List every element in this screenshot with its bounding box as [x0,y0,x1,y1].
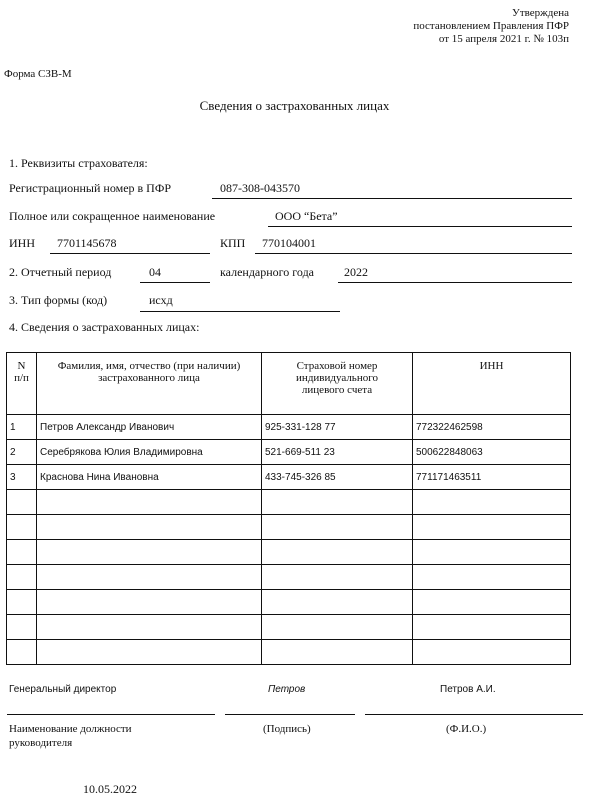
director-signature-value: Петров [268,684,306,695]
header-snils [262,353,413,415]
position-caption [9,722,132,750]
cell-fio [37,590,262,615]
document-title: Сведения о застрахованных лицах [199,98,390,113]
header-snils-line1: Страховой номер [296,360,378,372]
table-row [7,590,571,615]
reg-number-value: 087-308-043570 [220,181,300,195]
form-type-value: исхд [149,293,173,307]
cell-fio [37,615,262,640]
cell-number [7,490,37,515]
year-value: 2022 [344,265,368,279]
section4-heading: 4. Сведения о застрахованных лицах: [9,320,200,334]
header-number [7,353,37,415]
cell-snils [262,590,413,615]
table-row [7,540,571,565]
kpp-underline [255,253,572,254]
cell-fio [37,515,262,540]
cell-inn [413,615,571,640]
cell-fio: Краснова Нина Ивановна [37,465,262,490]
inn-label: ИНН [9,236,35,250]
position-caption-line2: руководителя [9,737,73,749]
header-inn: ИНН [413,353,571,415]
cell-fio: Петров Александр Иванович [37,415,262,440]
cell-fio [37,490,262,515]
cell-snils [262,490,413,515]
header-number-line2: п/п [14,372,29,384]
cell-inn: 771171463511 [413,465,571,490]
cell-fio: Серебрякова Юлия Владимировна [37,440,262,465]
year-underline [338,282,572,283]
period-label: 2. Отчетный период [9,265,112,279]
org-name-underline [268,226,572,227]
cell-number [7,565,37,590]
form-type-underline [140,311,340,312]
table-row [7,440,571,465]
header-snils-line3: лицевого счета [301,384,373,396]
cell-snils: 433-745-326 85 [262,465,413,490]
fio-underline [365,714,583,715]
header-fio: Фамилия, имя, отчество (при наличии) застрахованного лица [37,353,262,415]
header-number-line1: N [17,360,26,372]
period-underline [140,282,210,283]
cell-inn [413,640,571,665]
cell-fio [37,565,262,590]
inn-underline [50,253,210,254]
kpp-value: 770104001 [262,236,316,250]
header-snils-line2: индивидуального [296,372,378,384]
table-row [7,490,571,515]
cell-snils: 925-331-128 77 [262,415,413,440]
cell-number: 3 [7,465,37,490]
year-label: календарного года [220,265,315,279]
signature-caption: (Подпись) [263,723,311,735]
cell-snils [262,515,413,540]
table-row [7,515,571,540]
kpp-label: КПП [220,236,246,250]
approval-line-2: постановлением Правления ПФР [413,20,569,32]
cell-number: 2 [7,440,37,465]
insured-persons-table [6,352,571,665]
director-position-value: Генеральный директор [9,684,117,695]
cell-inn: 772322462598 [413,415,571,440]
table-row [7,615,571,640]
signature-underline [225,714,355,715]
table-header-row [7,353,571,415]
cell-snils [262,615,413,640]
form-name: Форма СЗВ-М [4,68,72,80]
cell-snils: 521-669-511 23 [262,440,413,465]
section1-heading: 1. Реквизиты страхователя: [9,156,148,170]
cell-inn: 500622848063 [413,440,571,465]
cell-inn [413,540,571,565]
cell-fio [37,540,262,565]
reg-number-underline [212,198,572,199]
document-date: 10.05.2022 [83,782,137,796]
table-row [7,640,571,665]
position-caption-line1: Наименование должности [9,723,132,735]
org-name-label: Полное или сокращенное наименование [9,209,216,223]
table-row [7,465,571,490]
director-fio-value: Петров А.И. [440,684,496,695]
inn-value: 7701145678 [57,236,117,250]
cell-inn [413,515,571,540]
approval-line-3: от 15 апреля 2021 г. № 103п [438,33,569,45]
cell-number [7,615,37,640]
cell-fio [37,640,262,665]
cell-number: 1 [7,415,37,440]
table-row [7,565,571,590]
fio-caption: (Ф.И.О.) [446,723,487,735]
org-name-value: ООО “Бета” [275,209,338,223]
approval-block [413,7,569,46]
cell-snils [262,565,413,590]
period-value: 04 [149,265,161,279]
approval-line-1: Утверждена [512,7,569,19]
cell-inn [413,490,571,515]
cell-inn [413,565,571,590]
cell-number [7,590,37,615]
cell-snils [262,640,413,665]
reg-number-label: Регистрационный номер в ПФР [9,181,171,195]
form-type-label: 3. Тип формы (код) [9,293,108,307]
position-underline [7,714,215,715]
cell-number [7,640,37,665]
cell-number [7,540,37,565]
cell-number [7,515,37,540]
cell-inn [413,590,571,615]
table-row [7,415,571,440]
cell-snils [262,540,413,565]
